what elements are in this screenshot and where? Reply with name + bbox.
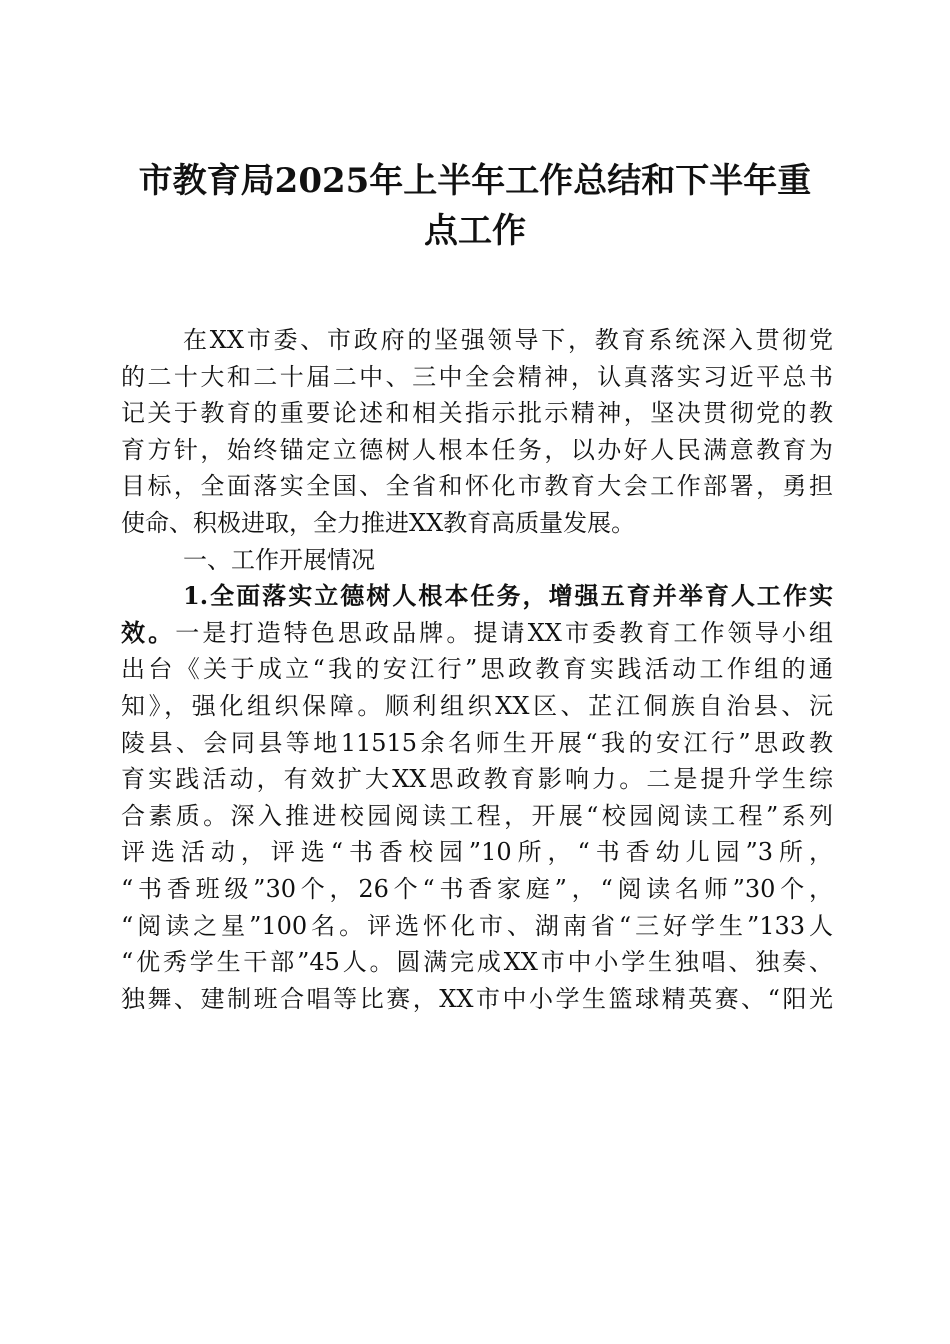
item-body-line: “阅读之星”100名。评选怀化市、湖南省“三好学生”133人 <box>121 911 833 940</box>
intro-line: 育方针，始终锚定立德树人根本任务，以办好人民满意教育为 <box>121 435 833 464</box>
item-body-line <box>121 615 833 652</box>
item-body-line: 知》，强化组织保障。顺利组织XX区、芷江侗族自治县、沅 <box>121 691 833 720</box>
item-body-line: 育实践活动，有效扩大XX思政教育影响力。二是提升学生综 <box>121 765 833 794</box>
item-body-line: 出台《关于成立“我的安江行”思政教育实践活动工作组的通 <box>121 655 833 684</box>
document-body <box>121 322 833 1017</box>
item-body-line: 评选活动，评选“书香校园”10所，“书香幼儿园”3所， <box>121 838 833 867</box>
title-line: 市教育局2025年上半年工作总结和下半年重 <box>138 161 812 201</box>
intro-line: 在XX市委、市政府的坚强领导下，教育系统深入贯彻党 <box>183 326 833 354</box>
document-title <box>120 156 830 256</box>
item-heading-line: 1.全面落实立德树人根本任务，增强五育并举育人工作实 <box>183 581 833 611</box>
intro-line: 目标，全面落实全国、全省和怀化市教育大会工作部署，勇担 <box>121 472 833 501</box>
item-heading-end: 效。 <box>121 617 176 647</box>
section-heading: 一、工作开展情况 <box>183 545 375 574</box>
title-line: 点工作 <box>424 211 526 251</box>
item-body-text: 一是打造特色思政品牌。提请XX市委教育工作领导小组 <box>175 618 834 647</box>
item-body-line: 独舞、建制班合唱等比赛，XX市中小学生篮球精英赛、“阳光 <box>121 984 833 1013</box>
intro-line: 记关于教育的重要论述和相关指示批示精神，坚决贯彻党的教 <box>121 399 833 428</box>
item-body-line: “书香班级”30个，26个“书香家庭”，“阅读名师”30个， <box>121 874 833 903</box>
item-body-line: 合素质。深入推进校园阅读工程，开展“校园阅读工程”系列 <box>121 801 833 830</box>
intro-line: 的二十大和二十届二中、三中全会精神，认真落实习近平总书 <box>121 362 833 391</box>
item-body-line: 陵县、会同县等地11515余名师生开展“我的安江行”思政教 <box>121 728 833 757</box>
item-body-line: “优秀学生干部”45人。圆满完成XX市中小学生独唱、独奏、 <box>121 948 833 977</box>
intro-line: 使命、积极进取，全力推进XX教育高质量发展。 <box>121 508 636 537</box>
